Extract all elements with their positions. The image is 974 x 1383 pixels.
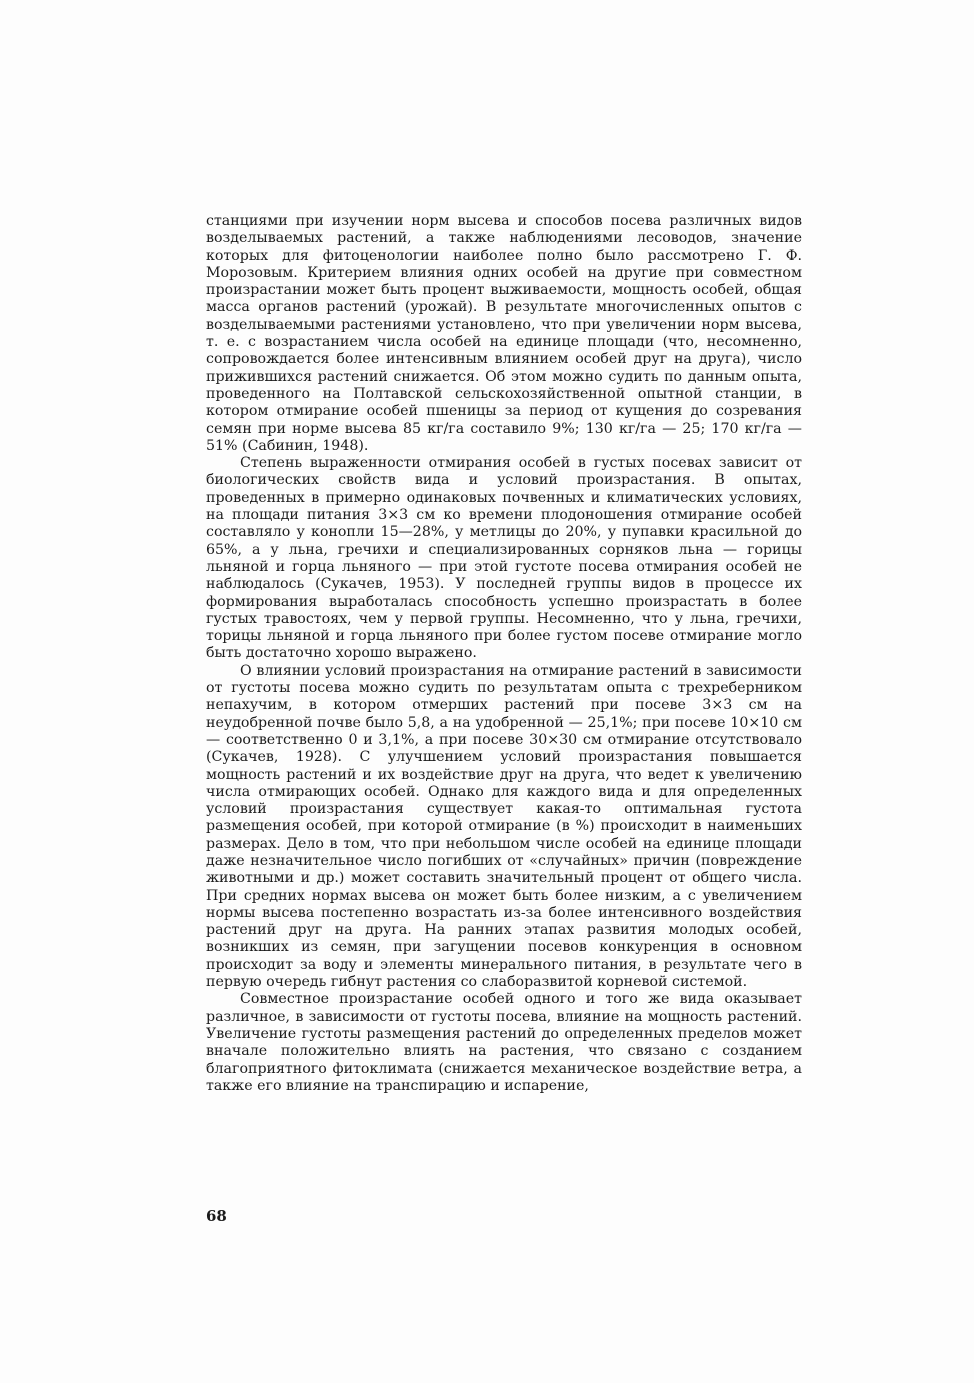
paragraph-4: Совместное произрастание особей одного и того же вида оказывает различное, в зависимости от густоты посева, влияние на мощность растений. Увеличение густоты размещения растений до определенных пределов может вначале положительно влиять на растения, что связано с созданием благоприятного фитоклимата (снижается механическое воздействие ветра, а также его влияние на транспирацию и испарение, xyxy=(206,991,802,1094)
paragraph-3: О влиянии условий произрастания на отмирание растений в зависимости от густоты посева можно судить по результатам опыта с трехреберником непахучим, в котором отмерших растений при посеве 3×3 см на неудобренной почве было 5,8, а на удобренной — 25,1%; при посеве 10×10 см — соответственно 0 и 3,1%, а при посеве 30×30 см отмирание отсутствовало (Сукачев, 1928). С улучшением условий произрастания повышается мощность растений и их воздействие друг на друга, что ведет к увеличению числа отмирающих особей. Однако для каждого вида и для определенных условий произрастания существует какая-то оптимальная густота размещения особей, при которой отмирание (в %) происходит в наименьших размерах. Дело в том, что при небольшом числе особей на единице площади даже незначительное число погибших от «случайных» причин (повреждение животными и др.) может составить значительный процент от общего числа. При средних нормах высева он может быть более низким, а с увеличением нормы высева постепенно возрастать из-за более интенсивного воздействия растений друг на друга. На ранних этапах развития молодых особей, возникших из семян, при загущении посевов конкуренция в основном происходит за воду и элементы минерального питания, в результате чего в первую очередь гибнут растения со слаборазвитой корневой системой. xyxy=(206,662,802,991)
paragraph-2: Степень выраженности отмирания особей в густых посевах зависит от биологических свойств вида и условий произрастания. В опытах, проведенных в примерно одинаковых почвенных и климатических условиях, на площади питания 3×3 см ко времени плодоношения отмирание особей составляло у конопли 15—28%, у метлицы до 20%, у пупавки красильной до 65%, а у льна, гречихи и специализированных сорняков льна — горицы льняной и горца льняного — при этой густоте посева отмирания особей не наблюдалось (Сукачев, 1953). У последней группы видов в процессе их формирования выработалась способность успешно произрастать в более густых травостоях, чем у первой группы. Несомненно, что у льна, гречихи, торицы льняной и горца льняного при более густом посеве отмирание могло быть достаточно хорошо выражено. xyxy=(206,455,802,662)
page-number: 68 xyxy=(206,1207,227,1225)
paragraph-1: станциями при изучении норм высева и способов посева различных видов возделываемых растений, а также наблюдениями лесоводов, значение которых для фитоценологии наиболее полно было рассмотрено Г. Ф. Морозовым. Критерием влияния одних особей на другие при совместном произрастании может быть процент выживаемости, мощность особей, общая масса органов растений (урожай). В результате многочисленных опытов с возделываемыми растениями установлено, что при увеличении норм высева, т. е. с возрастанием числа особей на единице площади (что, несомненно, сопровождается более интенсивным влиянием особей друг на друга), число прижившихся растений снижается. Об этом можно судить по данным опыта, проведенного на Полтавской сельскохозяйственной опытной станции, в котором отмирание особей пшеницы за период от кущения до созревания семян при норме высева 85 кг/га составило 9%; 130 кг/га — 25; 170 кг/га — 51% (Сабинин, 1948). xyxy=(206,213,802,454)
body-text xyxy=(206,213,802,1095)
